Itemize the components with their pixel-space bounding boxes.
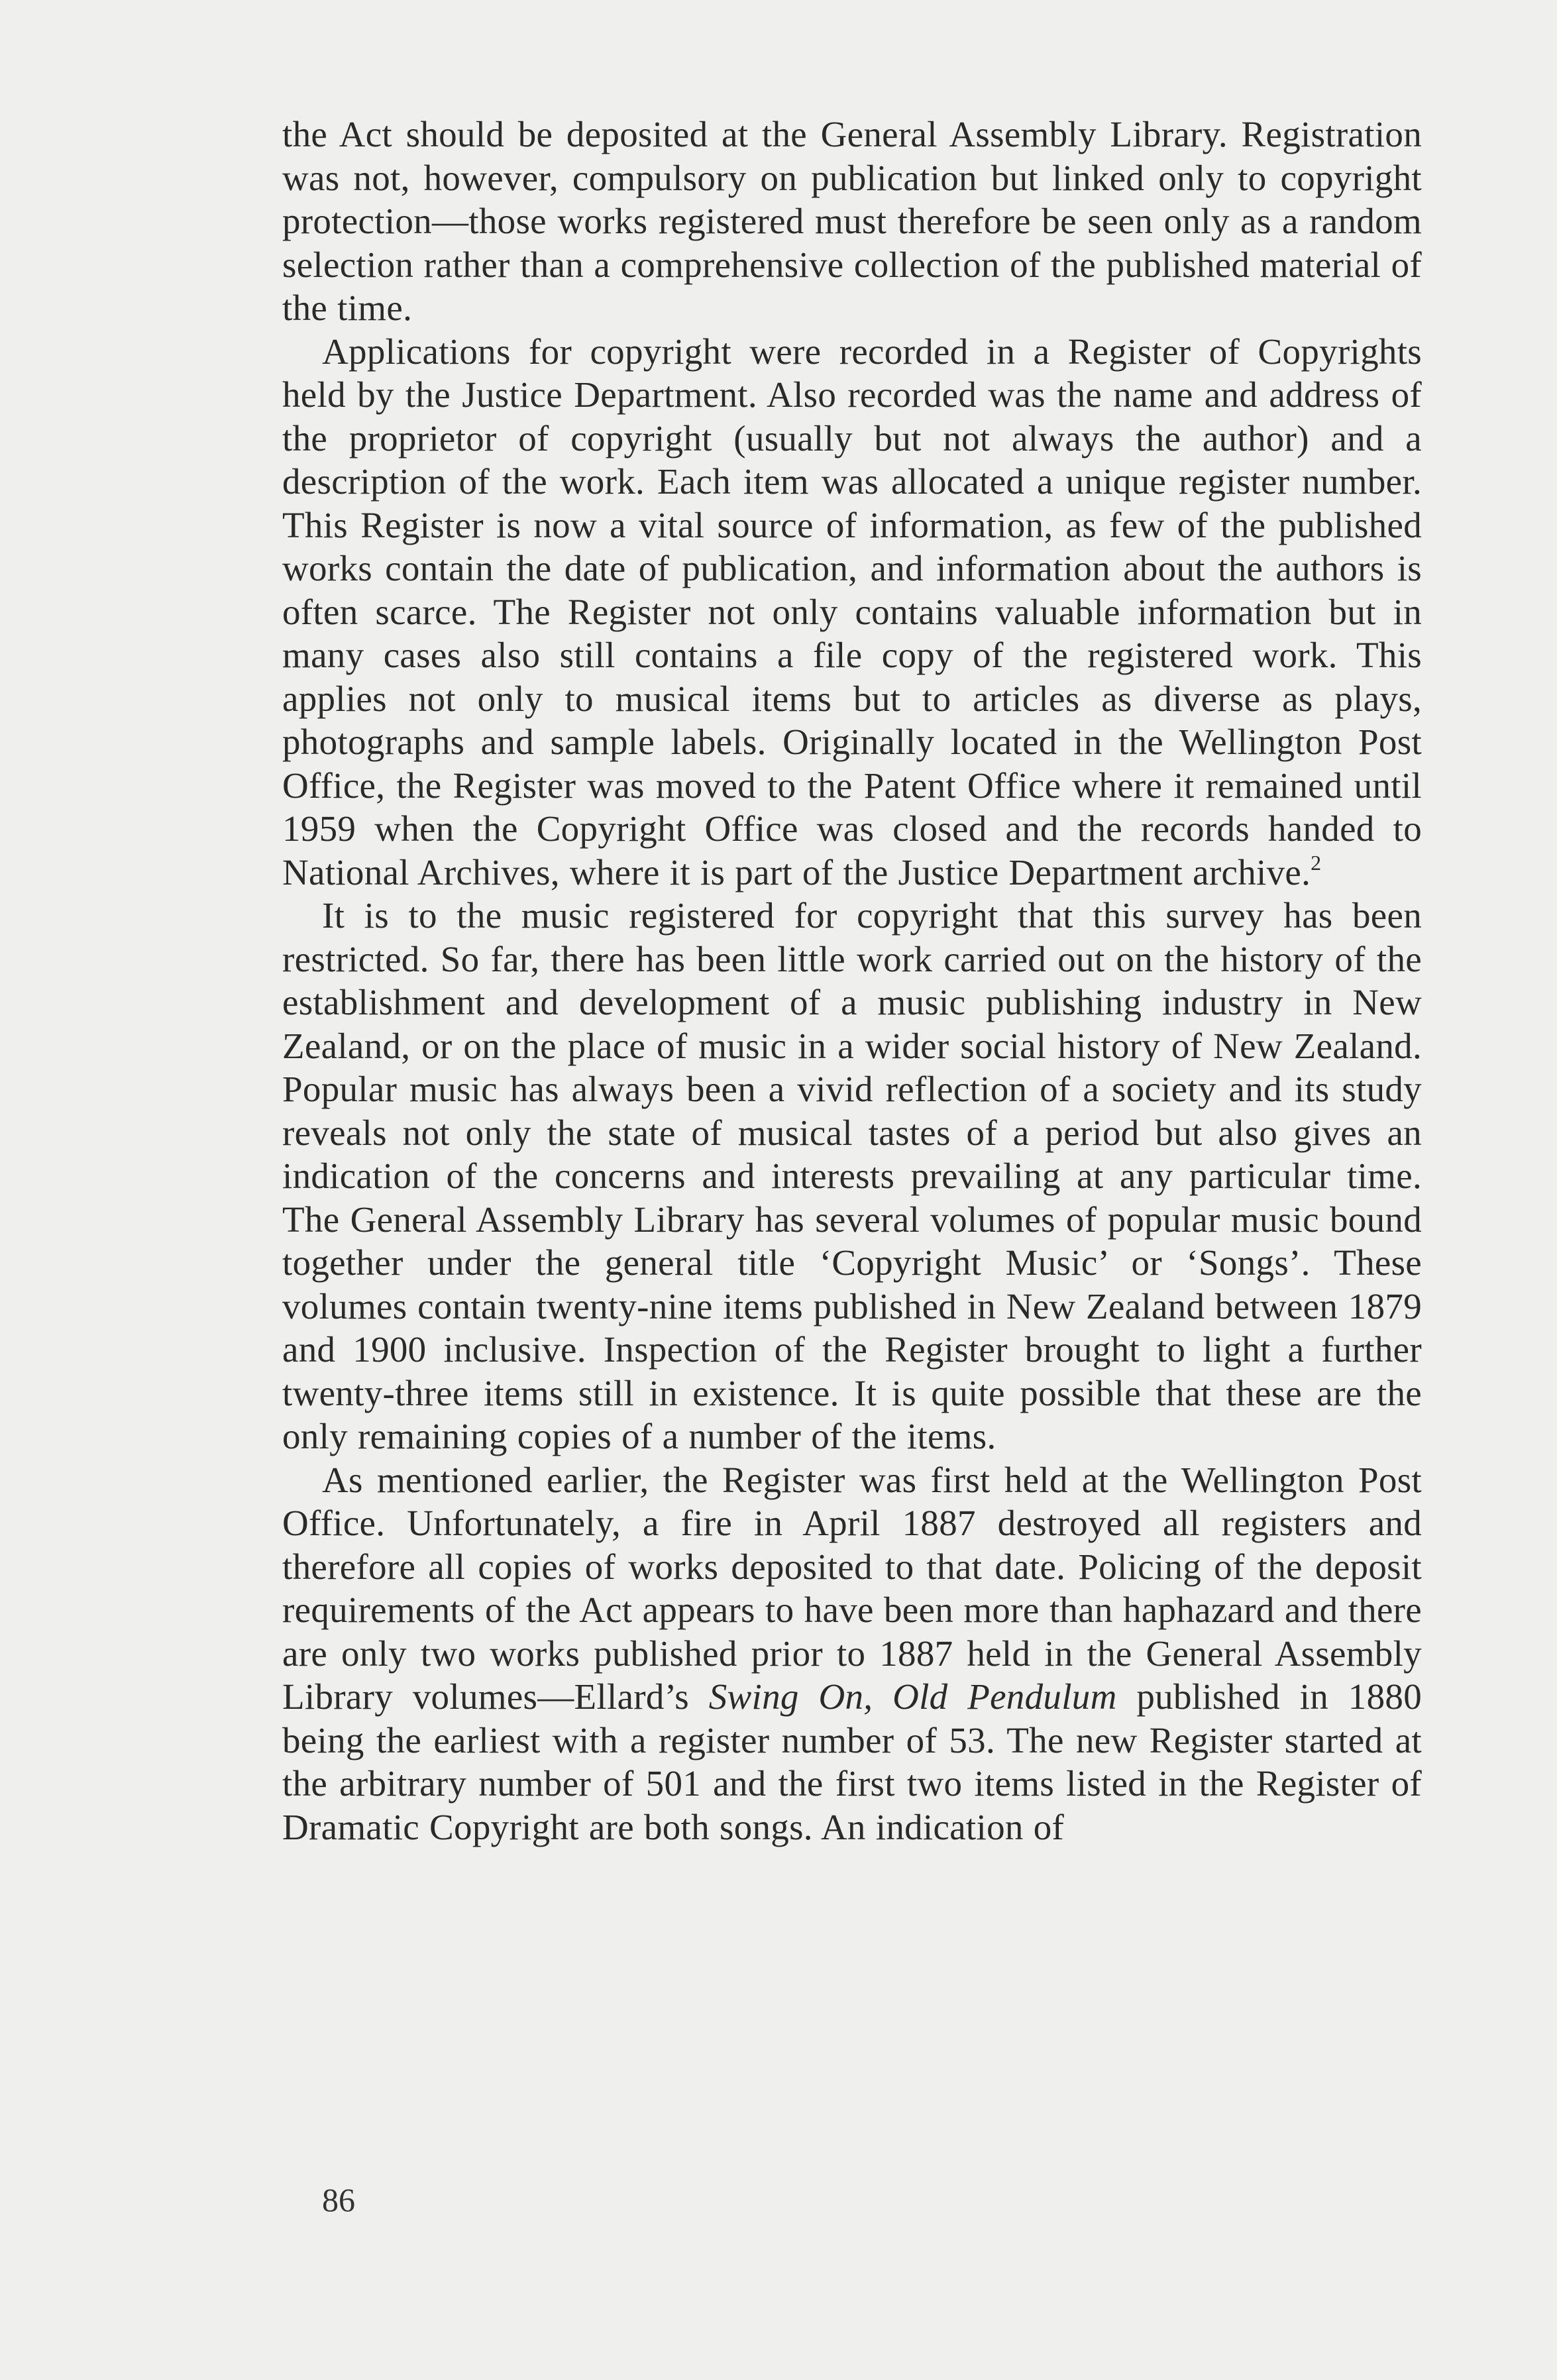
page-number: 86 (322, 2181, 355, 2218)
paragraph-4-text-start: As mentioned earlier, the Register was first held at the Wellington Post Office. Unfortunately, a fire in April 1887 destroyed all registers and therefore all copies of works deposited to that date. Policing of the deposit requirements of the Act appears to have been more than haphazard and there are only two works published prior to 1887 held in the General Assembly Library volumes—Ellard’s (282, 1459, 1422, 1717)
paragraph-3-text: It is to the music registered for copyright that this survey has been restricted. So far, there has been little work carried out on the history of the establishment and development of a music publishing industry in New Zealand, or on the place of music in a wider social history of New Zealand. Popular music has always been a vivid reflection of a society and its study reveals not only the state of musical tastes of a period but also gives an indication of the concerns and interests prevailing at any particular time. The General Assembly Library has several volumes of popular music bound together under the general title ‘Copyright Music’ or ‘Songs’. These volumes contain twenty-nine items published in New Zealand between 1879 and 1900 inclusive. Inspection of the Register brought to light a further twenty-three items still in existence. It is quite possible that these are the only remaining copies of a number of the items. (282, 895, 1422, 1456)
paragraph-1 (282, 113, 1422, 330)
paragraph-2-text: Applications for copyright were recorded in a Register of Copyrights held by the Justice Department. Also recorded was the name and address of the proprietor of copyright (usually but not always the author) and a description of the work. Each item was allocated a unique register number. This Register is now a vital source of information, as few of the published works contain the date of publication, and information about the authors is often scarce. The Register not only contains valuable information but in many cases also still contains a file copy of the registered work. This applies not only to musical items but to articles as diverse as plays, photographs and sample labels. Originally located in the Wellington Post Office, the Register was moved to the Patent Office where it remained until 1959 when the Copyright Office was closed and the records handed to National Archives, where it is part of the Justice Department archive. (282, 331, 1422, 892)
page-body (282, 113, 1422, 1849)
paragraph-3 (282, 894, 1422, 1458)
song-title-italic: Swing On, Old Pendulum (708, 1676, 1117, 1717)
paragraph-2 (282, 330, 1422, 894)
footnote-marker-2[interactable]: 2 (1311, 850, 1322, 875)
paragraph-1-text: the Act should be deposited at the General Assembly Library. Registration was not, however, compulsory on publication but linked only to copyright protection—those works registered must therefore be seen only as a random selection rather than a comprehensive collection of the published material of the time. (282, 114, 1422, 328)
paragraph-4 (282, 1458, 1422, 1849)
paragraph-4-text-end: published in 1880 being the earliest with a register number of 53. The new Register started at the arbitrary number of 501 and the first two items listed in the Register of Dramatic Copyright are both songs. An indication of (282, 1676, 1423, 1847)
